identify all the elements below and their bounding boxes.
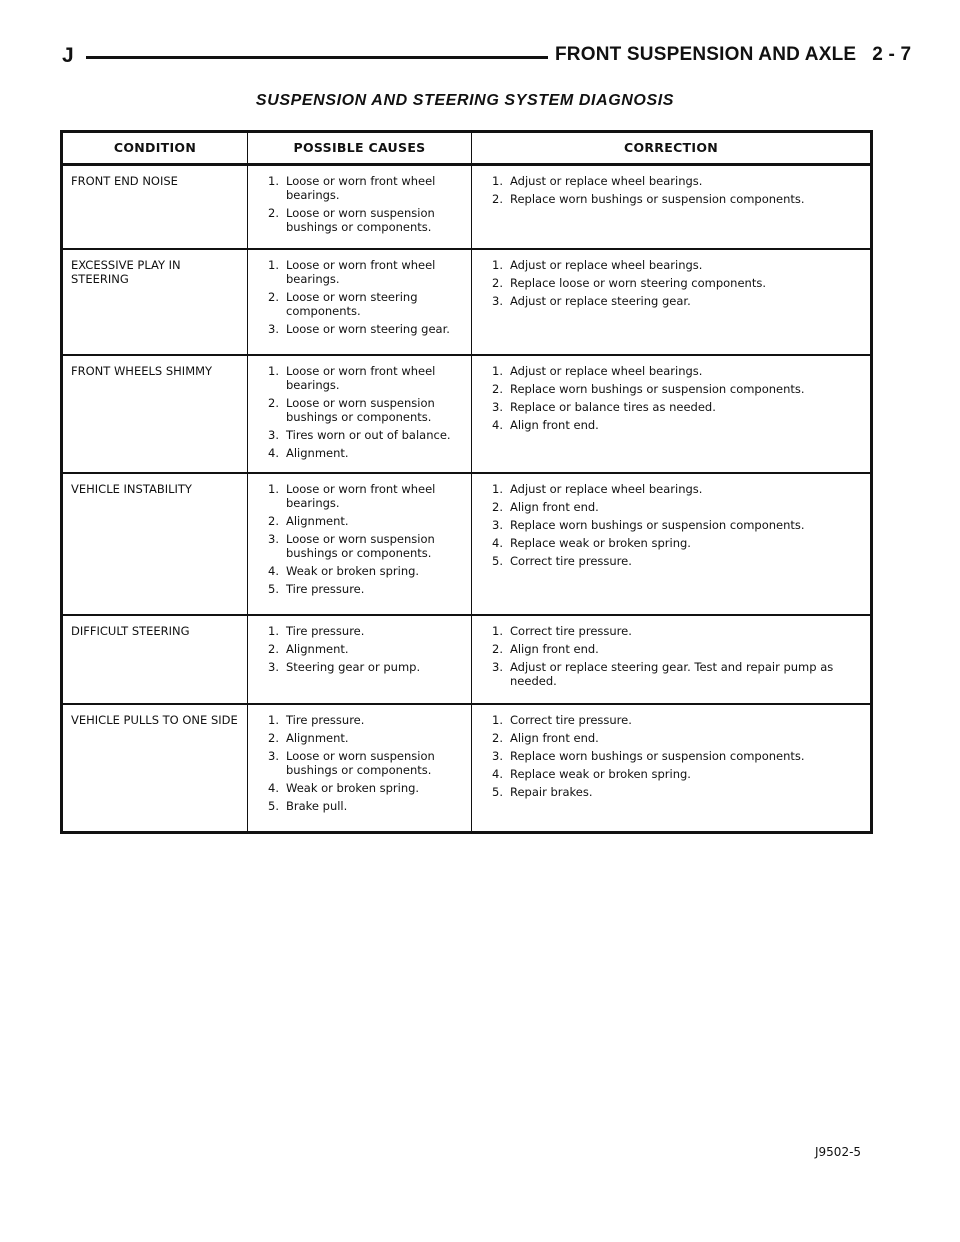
- item-number: 5.: [492, 784, 503, 799]
- item-text: Tire pressure.: [286, 623, 365, 638]
- item-text: Loose or worn front wheel bearings.: [286, 257, 436, 286]
- correction-item: [480, 418, 862, 432]
- item-text: Alignment.: [286, 730, 349, 745]
- item-number: 2.: [268, 513, 279, 528]
- table-row: [62, 473, 872, 615]
- condition-text: EXCESSIVE PLAY IN STEERING: [71, 257, 181, 286]
- cause-item: [256, 514, 463, 528]
- item-text: Loose or worn front wheel bearings.: [286, 481, 436, 510]
- correction-item: [480, 624, 862, 638]
- item-number: 2.: [492, 381, 503, 396]
- corrections-cell: [472, 473, 872, 615]
- item-number: 4.: [492, 417, 503, 432]
- item-text: Replace weak or broken spring.: [510, 535, 691, 550]
- cause-item: [256, 322, 463, 336]
- item-text: Weak or broken spring.: [286, 563, 420, 578]
- item-number: 5.: [492, 553, 503, 568]
- item-text: Adjust or replace wheel bearings.: [510, 481, 703, 496]
- correction-item: [480, 482, 862, 496]
- item-text: Adjust or replace wheel bearings.: [510, 363, 703, 378]
- item-text: Loose or worn steering components.: [286, 289, 418, 318]
- condition-text: VEHICLE PULLS TO ONE SIDE: [71, 712, 238, 727]
- item-text: Replace worn bushings or suspension components.: [510, 517, 805, 532]
- table-row: [62, 249, 872, 355]
- cause-item: [256, 446, 463, 460]
- item-text: Loose or worn suspension bushings or components.: [286, 206, 435, 234]
- cause-item: [256, 564, 463, 578]
- header-condition: CONDITION: [62, 132, 248, 165]
- correction-item: [480, 518, 862, 532]
- table-row: [62, 615, 872, 704]
- item-text: Adjust or replace steering gear.: [510, 293, 691, 308]
- header-correction: CORRECTION: [472, 132, 872, 165]
- item-text: Correct tire pressure.: [510, 553, 632, 568]
- item-number: 2.: [268, 289, 279, 304]
- cause-item: [256, 290, 463, 318]
- causes-cell: [248, 473, 472, 615]
- causes-cell: [248, 165, 472, 249]
- correction-item: [480, 400, 862, 414]
- item-text: Loose or worn front wheel bearings.: [286, 174, 436, 202]
- item-number: 2.: [492, 730, 503, 745]
- item-number: 1.: [492, 174, 503, 188]
- item-text: Replace loose or worn steering components.: [510, 275, 766, 290]
- item-number: 1.: [492, 363, 503, 378]
- correction-item: [480, 364, 862, 378]
- correction-item: [480, 276, 862, 290]
- correction-item: [480, 294, 862, 308]
- cause-item: [256, 206, 463, 234]
- condition-cell: [62, 704, 248, 833]
- cause-item: [256, 532, 463, 560]
- item-number: 4.: [268, 563, 279, 578]
- condition-cell: [62, 473, 248, 615]
- cause-item: [256, 660, 463, 674]
- item-number: 1.: [492, 712, 503, 727]
- item-text: Alignment.: [286, 445, 349, 460]
- item-text: Steering gear or pump.: [286, 659, 421, 674]
- correction-item: [480, 536, 862, 550]
- condition-cell: [62, 355, 248, 473]
- item-number: 4.: [492, 766, 503, 781]
- header-possible-causes: POSSIBLE CAUSES: [248, 132, 472, 165]
- cause-item: [256, 799, 463, 813]
- item-text: Loose or worn suspension bushings or components.: [286, 748, 435, 777]
- corrections-cell: [472, 704, 872, 833]
- condition-text: FRONT END NOISE: [71, 174, 178, 188]
- correction-item: [480, 749, 862, 763]
- item-text: Loose or worn suspension bushings or components.: [286, 395, 435, 424]
- causes-cell: [248, 249, 472, 355]
- item-text: Alignment.: [286, 513, 349, 528]
- cause-item: [256, 624, 463, 638]
- item-text: Tires worn or out of balance.: [286, 427, 451, 442]
- item-text: Alignment.: [286, 641, 349, 656]
- cause-item: [256, 731, 463, 745]
- correction-item: [480, 500, 862, 514]
- header-title-block: [555, 44, 911, 66]
- condition-text: VEHICLE INSTABILITY: [71, 481, 192, 496]
- item-number: 1.: [268, 623, 279, 638]
- item-number: 1.: [268, 174, 279, 188]
- correction-item: [480, 554, 862, 568]
- condition-cell: [62, 165, 248, 249]
- item-text: Replace weak or broken spring.: [510, 766, 691, 781]
- item-number: 2.: [268, 206, 279, 220]
- correction-item: [480, 192, 862, 206]
- item-number: 2.: [492, 641, 503, 656]
- corrections-cell: [472, 355, 872, 473]
- correction-item: [480, 713, 862, 727]
- item-text: Adjust or replace wheel bearings.: [510, 257, 703, 272]
- item-text: Replace worn bushings or suspension components.: [510, 192, 805, 206]
- cause-item: [256, 749, 463, 777]
- correction-item: [480, 382, 862, 396]
- diagnosis-table: [60, 130, 873, 834]
- table-body: [62, 165, 872, 833]
- item-number: 1.: [268, 363, 279, 378]
- item-number: 1.: [268, 712, 279, 727]
- table-row: [62, 355, 872, 473]
- cause-item: [256, 642, 463, 656]
- header-page-number: 2 - 7: [872, 44, 912, 65]
- cause-item: [256, 174, 463, 202]
- condition-text: FRONT WHEELS SHIMMY: [71, 363, 213, 378]
- item-number: 5.: [268, 581, 279, 596]
- item-text: Adjust or replace wheel bearings.: [510, 174, 703, 188]
- item-number: 4.: [268, 780, 279, 795]
- item-text: Correct tire pressure.: [510, 712, 632, 727]
- cause-item: [256, 258, 463, 286]
- item-number: 5.: [268, 798, 279, 813]
- corrections-cell: [472, 249, 872, 355]
- correction-item: [480, 174, 862, 188]
- item-text: Loose or worn steering gear.: [286, 321, 450, 336]
- item-number: 2.: [268, 730, 279, 745]
- item-number: 3.: [268, 531, 279, 546]
- page-title: SUSPENSION AND STEERING SYSTEM DIAGNOSIS: [255, 92, 675, 109]
- item-number: 3.: [492, 517, 503, 532]
- header-section-letter: J: [62, 44, 74, 67]
- item-text: Adjust or replace steering gear. Test and repair pump as needed.: [510, 659, 834, 688]
- item-text: Repair brakes.: [510, 784, 593, 799]
- item-number: 3.: [492, 748, 503, 763]
- item-text: Replace worn bushings or suspension components.: [510, 381, 805, 396]
- item-text: Align front end.: [510, 641, 599, 656]
- correction-item: [480, 731, 862, 745]
- item-number: 3.: [492, 293, 503, 308]
- item-number: 1.: [492, 623, 503, 638]
- figure-id: J9502-5: [815, 1145, 862, 1159]
- item-text: Correct tire pressure.: [510, 623, 632, 638]
- item-text: Align front end.: [510, 417, 599, 432]
- item-text: Brake pull.: [286, 798, 348, 813]
- corrections-cell: [472, 615, 872, 704]
- item-number: 1.: [492, 481, 503, 496]
- condition-cell: [62, 615, 248, 704]
- correction-item: [480, 785, 862, 799]
- item-text: Tire pressure.: [286, 581, 365, 596]
- item-text: Align front end.: [510, 499, 599, 514]
- item-number: 2.: [268, 641, 279, 656]
- item-number: 2.: [268, 395, 279, 410]
- header-rule: [86, 56, 548, 59]
- item-text: Loose or worn front wheel bearings.: [286, 363, 436, 392]
- item-number: 3.: [268, 748, 279, 763]
- causes-cell: [248, 355, 472, 473]
- item-number: 3.: [268, 659, 279, 674]
- cause-item: [256, 364, 463, 392]
- item-number: 1.: [268, 257, 279, 272]
- condition-text: DIFFICULT STEERING: [71, 623, 190, 638]
- table-row: [62, 165, 872, 249]
- correction-item: [480, 642, 862, 656]
- item-number: 2.: [492, 275, 503, 290]
- item-text: Loose or worn suspension bushings or components.: [286, 531, 435, 560]
- item-number: 3.: [492, 399, 503, 414]
- item-number: 3.: [268, 427, 279, 442]
- correction-item: [480, 258, 862, 272]
- header-section-title: FRONT SUSPENSION AND AXLE: [555, 44, 857, 65]
- item-number: 4.: [268, 445, 279, 460]
- item-number: 4.: [492, 535, 503, 550]
- item-text: Align front end.: [510, 730, 599, 745]
- item-text: Replace or balance tires as needed.: [510, 399, 716, 414]
- item-number: 2.: [492, 499, 503, 514]
- item-number: 1.: [268, 481, 279, 496]
- item-text: Weak or broken spring.: [286, 780, 420, 795]
- corrections-cell: [472, 165, 872, 249]
- correction-item: [480, 767, 862, 781]
- cause-item: [256, 396, 463, 424]
- table-header-row: [62, 132, 872, 165]
- condition-cell: [62, 249, 248, 355]
- cause-item: [256, 582, 463, 596]
- item-number: 2.: [492, 192, 503, 206]
- causes-cell: [248, 615, 472, 704]
- item-number: 3.: [492, 659, 503, 674]
- item-number: 1.: [492, 257, 503, 272]
- item-text: Tire pressure.: [286, 712, 365, 727]
- cause-item: [256, 781, 463, 795]
- cause-item: [256, 428, 463, 442]
- correction-item: [480, 660, 862, 688]
- table-row: [62, 704, 872, 833]
- item-text: Replace worn bushings or suspension components.: [510, 748, 805, 763]
- cause-item: [256, 713, 463, 727]
- causes-cell: [248, 704, 472, 833]
- item-number: 3.: [268, 321, 279, 336]
- cause-item: [256, 482, 463, 510]
